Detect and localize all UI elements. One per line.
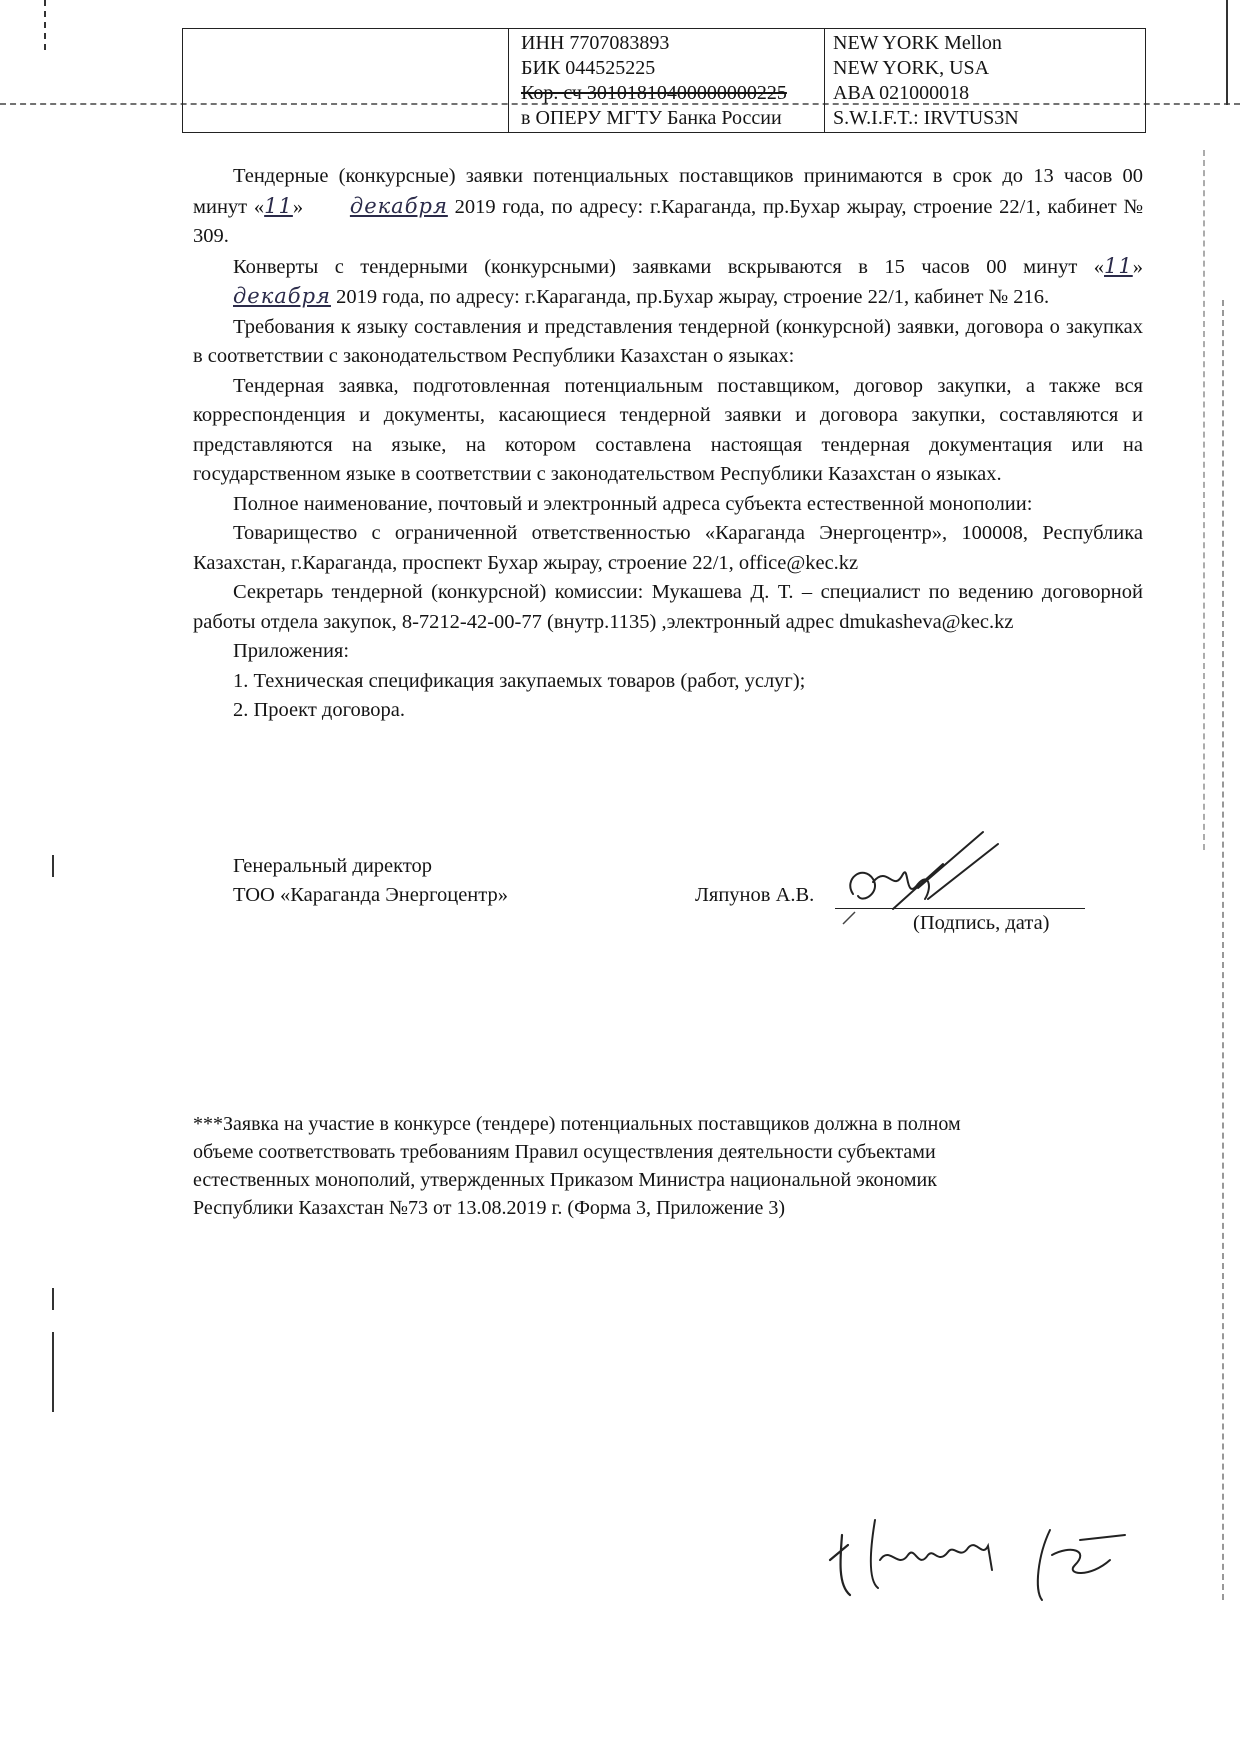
handwritten-month: декабря (233, 284, 331, 308)
bank-usa-name: NEW YORK Mellon (833, 32, 1002, 54)
handwritten-day: 11 (1104, 253, 1133, 278)
footnote (193, 1110, 1143, 1222)
bank-swift: S.W.I.F.T.: IRVTUS3N (833, 107, 1019, 129)
bank-corr-account: Кор. сч 30101810400000000225 (521, 82, 787, 104)
text-run: Конверты с тендерными (конкурсными) заявками вскрываются в 15 часов 00 минут « (233, 255, 1105, 278)
signer-title: Генеральный директор (233, 855, 433, 877)
body-text (193, 162, 1143, 726)
attachment-item: 1. Техническая спецификация закупаемых товаров (работ, услуг); (233, 669, 806, 692)
signature-block (233, 852, 1133, 942)
bank-aba: ABA 021000018 (833, 82, 970, 104)
handwritten-day: 11 (264, 193, 293, 218)
footnote-line: ***Заявка на участие в конкурсе (тендере) потенциальных поставщиков должна в полном (193, 1113, 961, 1135)
signer-organization: ТОО «Караганда Энергоцентр» (233, 884, 508, 906)
scan-margin-mark (52, 855, 54, 877)
scan-margin-mark (1226, 0, 1228, 105)
scan-margin-mark (1222, 300, 1224, 1600)
paragraph-submission (193, 162, 1143, 252)
bank-name: в ОПЕРУ МГТУ Банка России (521, 107, 782, 129)
attachments-heading: Приложения: (233, 640, 350, 662)
paragraph-company-address: Товарищество с ограниченной ответственностью «Караганда Энергоцентр», 100008, Республика Казахстан, г.Караганда, проспект Бухар жырау, строение 22/1, office@kec.kz (193, 522, 1143, 574)
bank-usa-city: NEW YORK, USA (833, 57, 990, 79)
bank-table-russia-cell (509, 29, 825, 132)
text-run: Тендерные (конкурсные) заявки потенциальных поставщиков принимаются в срок до 13 часов 00 минут « (193, 165, 1143, 218)
bank-table-usa-cell (825, 29, 1145, 132)
signer-name: Ляпунов А.В. (695, 884, 815, 906)
paragraph-language-requirements: Требования к языку составления и представления тендерной (конкурсной) заявки, договора о закупках в соответствии с законодательством Республики Казахстан о языках: (193, 315, 1143, 367)
scan-margin-mark (52, 1288, 54, 1310)
footnote-line: естественных монополий, утвержденных Приказом Министра национальной экономик (193, 1169, 937, 1191)
text-run: » (1132, 255, 1143, 278)
scan-margin-mark (44, 0, 46, 50)
handwritten-signature (833, 824, 1003, 934)
paragraph-language-details: Тендерная заявка, подготовленная потенциальным поставщиком, договор закупки, а также вся корреспонденция и документы, касающиеся тендерной заявки и договора закупки, составляются и представляются на языке, на котором составлена настоящая тендерная документация или на государственном языке в соответствии с законодательством Республики Казахстан о языках. (193, 374, 1143, 485)
bank-details-table (182, 28, 1146, 133)
paragraph-name-address-heading: Полное наименование, почтовый и электронный адреса субъекта естественной монополии: (233, 492, 1033, 515)
bank-inn: ИНН 7707083893 (521, 32, 670, 54)
scan-margin-mark (52, 1332, 54, 1412)
bank-bik: БИК 044525225 (521, 57, 656, 79)
scan-margin-mark (1203, 150, 1205, 850)
signature-caption: (Подпись, дата) (913, 912, 1050, 934)
paragraph-secretary: Секретарь тендерной (конкурсной) комиссии: Мукашева Д. Т. – специалист по ведению договорной работы отдела закупок, 8-7212-42-00-77 (внутр.1135) ,электронный адрес dmukasheva@kec.kz (193, 581, 1143, 633)
text-run: 2019 года, по адресу: г.Караганда, пр.Бухар жырау, строение 22/1, кабинет № 309. (193, 195, 1144, 247)
handwritten-month: декабря (349, 193, 448, 218)
footnote-line: Республики Казахстан №73 от 13.08.2019 г. (Форма 3, Приложение 3) (193, 1197, 785, 1219)
text-run: 2019 года, по адресу: г.Караганда, пр.Бухар жырау, строение 22/1, кабинет № 216. (330, 286, 1050, 308)
bank-table-empty-cell (183, 29, 509, 132)
footnote-line: объеме соответствовать требованиям Правил осуществления деятельности субъектами (193, 1141, 936, 1163)
attachment-item: 2. Проект договора. (233, 699, 406, 721)
handwritten-annotation (820, 1500, 1140, 1610)
paragraph-opening (193, 252, 1143, 313)
text-run: » (292, 195, 310, 218)
